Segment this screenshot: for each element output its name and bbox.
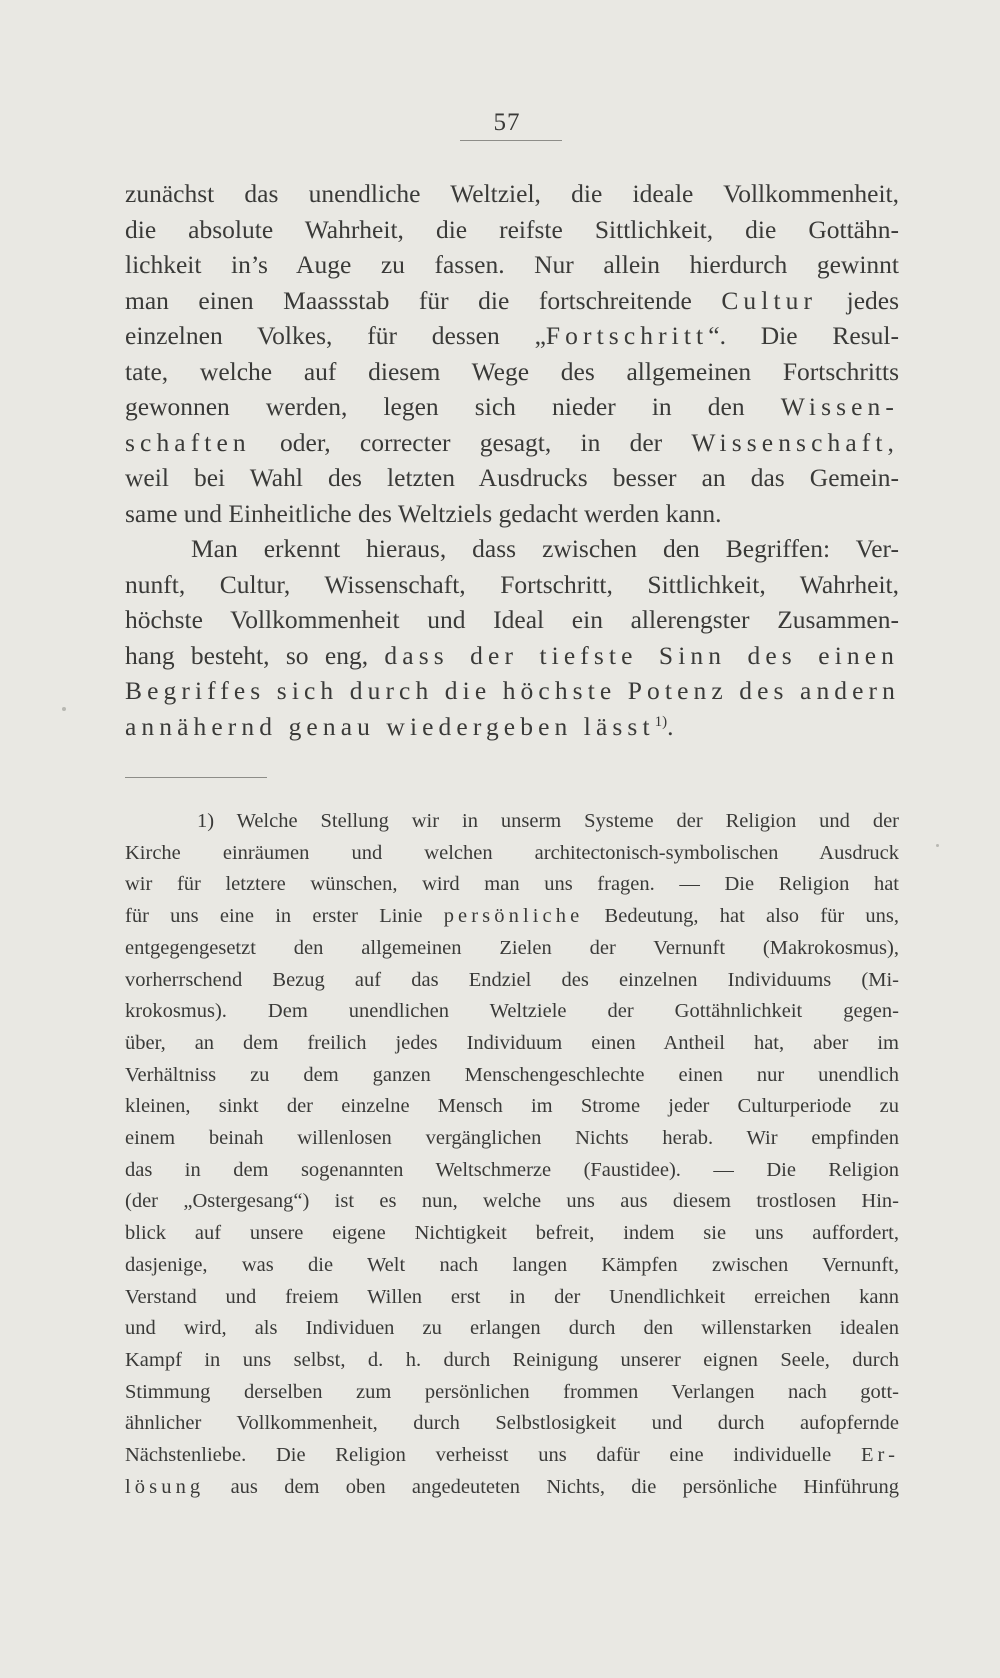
text-fragment: Bedeutung, hat also für uns,: [604, 905, 900, 928]
footnote-line: [125, 933, 899, 965]
text-line: [125, 318, 899, 354]
footnote-line: [125, 838, 899, 870]
footnote-line: [125, 901, 899, 933]
header-rule: [460, 140, 562, 141]
text-fragment: entgegengesetzt den allgemeinen Zielen der Vernunft (Makrokosmus),: [125, 936, 899, 959]
text-line: [125, 496, 899, 532]
footnote-line: [125, 1218, 899, 1250]
paper-speck: [62, 707, 66, 711]
footnote-line: [125, 1123, 899, 1155]
text-fragment: same und Einheitliche des Weltziels gedacht werden kann.: [125, 498, 722, 528]
footnote-line: [125, 1186, 899, 1218]
text-line: [125, 460, 899, 496]
text-line: [125, 176, 899, 212]
spaced-emphasis: Begriffes sich durch die höchste Potenz des andern: [125, 676, 900, 705]
spaced-emphasis: annähernd genau wiedergeben lässt: [125, 711, 655, 741]
text-fragment: blick auf unsere eigene Nichtigkeit befreit, indem sie uns auffordert,: [125, 1222, 899, 1245]
text-fragment: gewonnen werden, legen sich nieder in den: [125, 392, 745, 421]
footnote-line: [125, 1282, 899, 1314]
text-fragment: jedes: [846, 285, 900, 315]
text-fragment: “. Die Resul-: [708, 321, 899, 350]
text-fragment: lichkeit in’s Auge zu fassen. Nur allein hierdurch gewinnt: [125, 250, 899, 279]
text-fragment: Man erkennt hieraus, dass zwischen den Begriffen: Ver-: [191, 534, 899, 563]
text-fragment: Stimmung derselben zum persönlichen frommen Verlangen nach gott-: [125, 1380, 899, 1403]
text-fragment: aus dem oben angedeuteten Nichts, die persönliche Hinführung: [230, 1475, 900, 1498]
footnote-line: [125, 806, 899, 838]
text-fragment: 1) Welche Stellung wir in unserm Systeme der Religion und der: [197, 810, 899, 832]
footnote-line: [125, 1345, 899, 1377]
text-fragment: Kampf in uns selbst, d. h. durch Reinigung unserer eignen Seele, durch: [125, 1348, 899, 1371]
footnote-rule: [125, 777, 267, 778]
spaced-emphasis: Cultur: [721, 285, 818, 315]
text-line: [125, 602, 899, 638]
footnote-reference: 1): [654, 713, 668, 730]
text-fragment: kleinen, sinkt der einzelne Mensch im Strome jeder Culturperiode zu: [125, 1095, 899, 1118]
text-fragment: über, an dem freilich jedes Individuum einen Antheil hat, aber im: [125, 1031, 899, 1054]
text-fragment: dasjenige, was die Welt nach langen Kämpfen zwischen Vernunft,: [125, 1253, 899, 1276]
text-fragment: vorherrschend Bezug auf das Endziel des einzelnen Individuums (Mi-: [125, 968, 899, 991]
text-fragment: höchste Vollkommenheit und Ideal ein allerengster Zusammen-: [125, 605, 899, 634]
text-fragment: Verstand und freiem Willen erst in der Unendlichkeit erreichen kann: [125, 1285, 899, 1308]
text-fragment: tate, welche auf diesem Wege des allgemeinen Fortschritts: [125, 356, 899, 386]
text-fragment: nunft, Cultur, Wissenschaft, Fortschritt, Sittlichkeit, Wahrheit,: [125, 569, 899, 599]
text-fragment: Verhältniss zu dem ganzen Menschengeschlechte einen nur unendlich: [125, 1063, 899, 1086]
text-line: [125, 283, 899, 319]
text-line: [125, 212, 899, 248]
spaced-emphasis: persönliche: [443, 905, 584, 928]
footnote-line: [125, 996, 899, 1028]
text-line: [125, 425, 899, 461]
footnote-line: [125, 1377, 899, 1409]
text-fragment: einzelnen Volkes, für dessen „: [125, 321, 546, 350]
text-line: [125, 389, 899, 425]
text-fragment: für uns eine in erster Linie: [125, 905, 423, 928]
spaced-emphasis: Fortschritt: [545, 321, 709, 350]
text-fragment: oder, correcter gesagt, in der: [280, 427, 663, 457]
text-fragment: zunächst das unendliche Weltziel, die ideale Vollkommenheit,: [125, 179, 899, 208]
spaced-emphasis: dass der tiefste Sinn des einen: [384, 640, 899, 670]
footnote-line: [125, 1060, 899, 1092]
text-line: [125, 567, 899, 603]
text-fragment: einem beinah willenlosen vergänglichen Nichts herab. Wir empfinden: [125, 1127, 899, 1150]
text-fragment: und wird, als Individuen zu erlangen durch den willenstarken idealen: [125, 1317, 899, 1340]
text-line: [125, 354, 899, 390]
spaced-emphasis: Wissen-: [780, 392, 899, 421]
footnote-line: [125, 1440, 899, 1472]
footnote-line: [125, 1472, 899, 1504]
main-text: [125, 176, 899, 744]
footnote-line: [125, 1313, 899, 1345]
footnote-line: [125, 1408, 899, 1440]
spaced-emphasis: lösung: [125, 1475, 205, 1498]
text-fragment: weil bei Wahl des letzten Ausdrucks besser an das Gemein-: [125, 463, 899, 492]
footnote-line: [125, 965, 899, 997]
text-fragment: das in dem sogenannten Weltschmerze (Faustidee). — Die Religion: [125, 1158, 899, 1181]
footnote-line: [125, 1028, 899, 1060]
footnote-line: [125, 1091, 899, 1123]
text-fragment: wir für letztere wünschen, wird man uns fragen. — Die Religion hat: [125, 873, 899, 896]
page-number: 57: [493, 109, 521, 136]
text-fragment: man einen Maassstab für die fortschreitende: [125, 285, 692, 315]
text-fragment: .: [667, 711, 674, 741]
text-fragment: die absolute Wahrheit, die reifste Sittlichkeit, die Gottähn-: [125, 214, 899, 244]
text-fragment: ähnlicher Vollkommenheit, durch Selbstlosigkeit und durch aufopfernde: [125, 1412, 899, 1435]
text-fragment: Nächstenliebe. Die Religion verheisst uns dafür eine individuelle: [125, 1444, 832, 1467]
text-fragment: Kirche einräumen und welchen architectonisch-symbolischen Ausdruck: [125, 841, 899, 864]
footnote-line: [125, 869, 899, 901]
spaced-emphasis: Wissenschaft,: [691, 427, 900, 457]
text-line: [125, 709, 899, 745]
text-line: [125, 531, 899, 567]
spaced-emphasis: Er-: [860, 1444, 900, 1467]
footnote-line: [125, 1250, 899, 1282]
text-fragment: krokosmus). Dem unendlichen Weltziele der Gottähnlichkeit gegen-: [125, 1000, 899, 1023]
footnote-line: [125, 1155, 899, 1187]
text-fragment: (der „Ostergesang“) ist es nun, welche uns aus diesem trostlosen Hin-: [125, 1190, 899, 1213]
text-line: [125, 247, 899, 283]
text-line: [125, 638, 899, 674]
text-fragment: hang besteht, so eng,: [125, 640, 369, 670]
paper-speck: [936, 844, 939, 847]
footnote: [125, 806, 899, 1503]
text-line: [125, 673, 899, 709]
spaced-emphasis: schaften: [125, 427, 251, 457]
